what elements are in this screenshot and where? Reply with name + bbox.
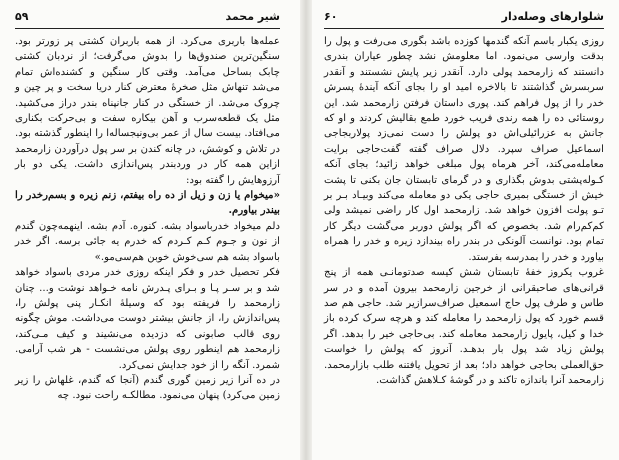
paragraph: غروب یکروز خفهٔ تابستان شش کیسه صدتومانـی همه از پنج قرانی‌های صاحبقرانی از خرجین زارمحمد بیرون آمده و در سر طاس و طرف پول حاج اسمعیل صراف‌سرازیر شد. حاجی هم صد قسم خورد که پول زارمحمد را معامله کند و هرچه سرک کرده باز خدا و کیل، پایول زارمحمد معامله کند. بی‌حاجی خیر را بدهد. اگر پولش زیاد شد پول بار بدهـد. آنروز که پولش را خواست حق‌العملی بحاجی خواهد داد؛ بعد از تحویل یافتنه طلب بازارمحمد. زارمحمد آنرا باندازه تاکند و در گوشهٔ کـلاهش گذاشت. (324, 267, 604, 386)
header-rule (324, 28, 604, 29)
paragraph: عمله‌ها باربری می‌کرد. از همه باربران کشتی پر زورتر بود. سنگین‌ترین صندوق‌ها را بدوش می‌گرفت؛ از نردبان کشتی چابک بساحل می‌آمد. وقتی کار سنگین و کشنده‌اش تمام می‌شد تنها‌ش مثل صخرهٔ معترض کنار دریا سخت و پر چین و چروک می‌شد. از خستگی در کنار جانپناه بندر دراز می‌کشید. مثل یک قطعه‌سرب و آهن بیکاره سفت و بی‌حرکت بکناری می‌افتاد. بیست سال از عمر بی‌ونیجساله‌ا را اینطور گذشته بود. در تلاش و کوشش، در چانه کندن بر سر پول درآوردن زارمحمد ازاین همه کار در وردبندر پس‌اندازی داشت. یکی دو بار آرزوهایش را گفته بود: (15, 36, 280, 186)
left-page (0, 0, 300, 460)
paragraph: فکر تحصیل خدر و فکر اینکه روزی خدر مردی باسواد خواهد شد و بر سـر پـا و بـرای پـدرش نامه خـواهد نوشت و... چنان زارمحمد را فریفته بود که وسیلهٔ انکـار پنی پولش را، پس‌اندازش را، از جانش بیشتر دوست می‌داشت. موش چگونه روی قالب صابونی که دزدیده می‌نشیند و کیف مـی‌کند، زارمحمد هم اینطور روی پولش می‌نشست - هر شب آرامی. شمرد. آنگه را از خود جدایش نمی‌کرد. (15, 267, 280, 371)
paragraph: در ده آنرا زیر زمین گوری گندم (آنجا که گندم، غلهاش را زیر زمین می‌کرد) پنهان می‌نمود. مطالکـه راحت نبود. چه (15, 374, 280, 402)
page-number: ۵۹ (15, 10, 29, 23)
page-number: ۶۰ (324, 10, 338, 23)
paragraph: روزی یکبار باسم آنکه گندمها کوزده باشد بگوری می‌رفت و پول را بدقت وارسی می‌نمود. اما معلومش نشد چطور عیاران بندری دانستند که زارمحمد پولی دارد. آنقدر زیر پایش نشستند و آنقدر سربسرش گذاشتند تا بالاخره امید او را بجای آنکه آیندهٔ پسرش خدر را از پول فراهم کند. پوری داستان فرفتن زارمحمد شد. این روستائی ده را همه رندی فریب خورد طمع بقالیش کردند و او که جانش به عزرائیلی‌اش دو پولش را دست نمی‌زد پولاربجاجی اسماعیل صراف سپرد. دلال صراف گفته گفت‌حاجی برایت معامله‌می‌کند، آخر هرماه پول مبلغی خواهد زائید؛ بجای آنکه کـوله‌پشتی بدوش بگذاری و در گرمای تابستان جان بکنی تا پشت خیش از خستگی بمیری حاجی یکی دو معامله می‌کند وبیـاد بـر بر تـو پولت افزون خواهد شد. زارمحمد اول کار راضی نمیشد ولی کم‌کم‌رام شد. بخصوص که اگر پولش دور‌بر می‌گشت دیگر کار تمام بود. نوانست آلونکی در بندر راه بیندازد زیره و خدر را همراه بیاورد و خدر را بمدرسه بفرستد. (324, 36, 604, 263)
book-gutter (300, 0, 312, 460)
header-rule (15, 28, 280, 29)
paragraph: «میخوام یا زن و زیل از ده راه بیفتم، زنم زیره و بسم‌رخدر را بیندر بیاورم. (15, 189, 280, 217)
right-page (312, 0, 619, 460)
right-page-header (324, 10, 604, 26)
left-page-header (15, 10, 280, 26)
paragraph: دلم میخواد خدرباسواد بشه. کنوره. آدم بشه. اینهمه‌چون گندم از نون و جـوم کـم کـردم که خدرم یه جائی برسه. اگر خدر باسواد بشه هم سی‌خوش خوبن هم‌سی‌مو.» (15, 220, 280, 263)
left-page-body (15, 34, 280, 404)
running-title: شلوارهای وصله‌دار (501, 10, 604, 23)
right-page-body (324, 34, 604, 388)
running-title: شیر محمد (225, 10, 280, 23)
